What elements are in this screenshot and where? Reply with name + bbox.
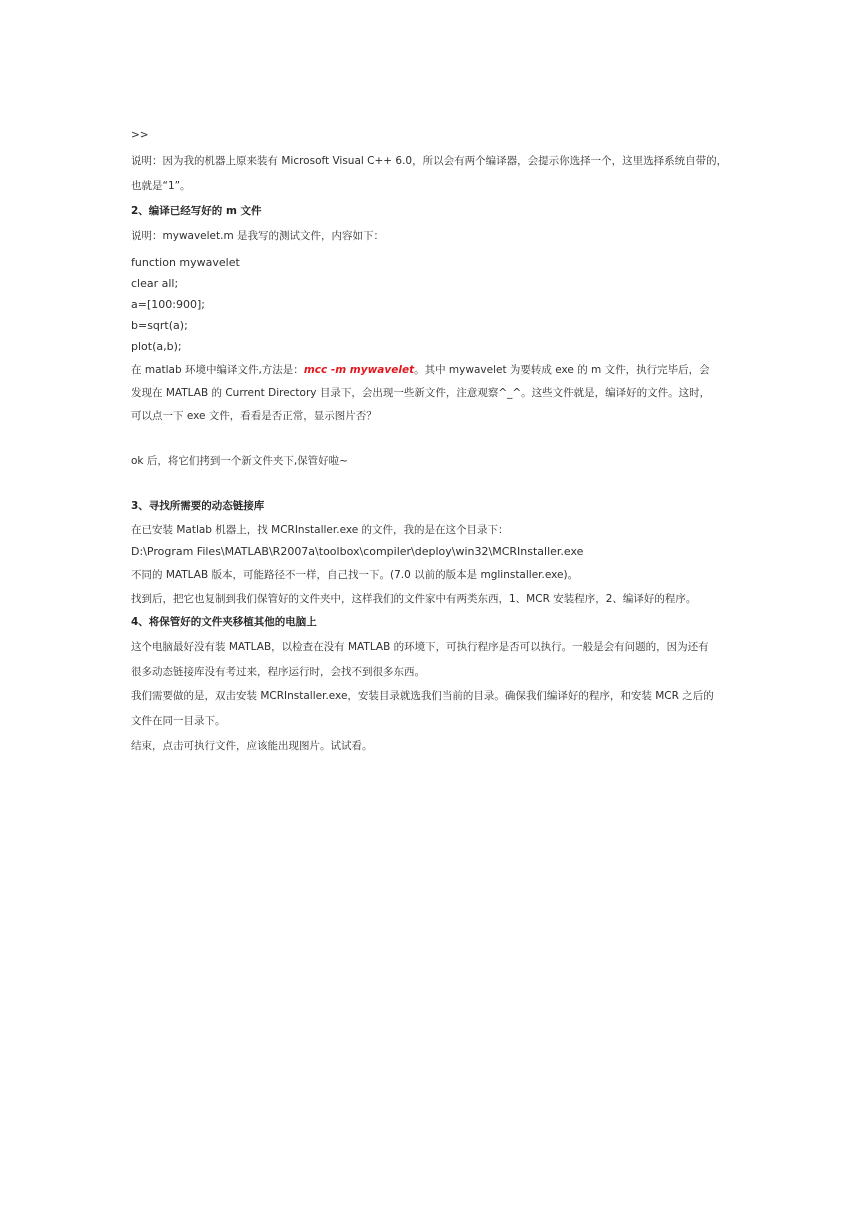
section4-p1-line1: 这个电脑最好没有装 MATLAB，以检查在没有 MATLAB 的环境下，可执行程序是否可以执行。一般是会有问题的，因为还有 — [131, 641, 709, 653]
para1-line2: 也就是“1”。 — [131, 180, 191, 192]
mcr-installer-path: D:\Program Files\MATLAB\R2007a\toolbox\compiler\deploy\win32\MCRInstaller.exe — [131, 545, 584, 558]
para1-line1: 说明：因为我的机器上原来装有 Microsoft Visual C++ 6.0，所以会有两个编译器，会提示你选择一个，这里选择系统自带的， — [131, 155, 728, 167]
code-line-4: b=sqrt(a); — [131, 319, 188, 332]
section4-heading: 4、将保管好的文件夹移植其他的电脑上 — [131, 616, 317, 628]
compile-line3: 可以点一下 exe 文件，看看是否正常，显示图片否？ — [131, 410, 377, 422]
compile-suffix: 。其中 mywavelet 为要转成 exe 的 m 文件，执行完毕后，会 — [414, 364, 710, 376]
section4-p2-line1: 我们需要做的是，双击安装 MCRInstaller.exe，安装目录就选我们当前的目录。确保我们编译好的程序，和安装 MCR 之后的 — [131, 690, 714, 702]
section2-heading: 2、编译已经写好的 m 文件 — [131, 205, 262, 217]
compile-line2: 发现在 MATLAB 的 Current Directory 目录下，会出现一些新文件，注意观察^_^。这些文件就是，编译好的文件。这时， — [131, 387, 711, 399]
code-line-5: plot(a,b); — [131, 340, 182, 353]
matlab-prompt: >> — [131, 129, 149, 141]
section3-heading: 3、寻找所需要的动态链接库 — [131, 500, 265, 512]
section4-p1-line2: 很多动态链接库没有考过来，程序运行时，会找不到很多东西。 — [131, 666, 425, 678]
compile-prefix: 在 matlab 环境中编译文件,方法是： — [131, 364, 304, 376]
section3-line4: 找到后，把它也复制到我们保管好的文件夹中，这样我们的文件家中有两类东西，1、MCR 安装程序，2、编译好的程序。 — [131, 593, 697, 605]
section2-desc: 说明：mywavelet.m 是我写的测试文件，内容如下： — [131, 230, 385, 242]
ok-note: ok 后，将它们拷到一个新文件夹下,保管好啦~ — [131, 455, 348, 467]
code-line-1: function mywavelet — [131, 256, 240, 269]
mcc-command: mcc -m mywavelet — [303, 364, 415, 376]
section4-p3: 结束，点击可执行文件，应该能出现图片。试试看。 — [131, 740, 373, 752]
section3-line3: 不同的 MATLAB 版本，可能路径不一样，自己找一下。(7.0 以前的版本是 mglinstaller.exe)。 — [131, 569, 579, 581]
section4-p2-line2: 文件在同一目录下。 — [131, 715, 226, 727]
compile-instruction — [131, 363, 751, 377]
section3-line1: 在已安装 Matlab 机器上，找 MCRInstaller.exe 的文件，我的是在这个目录下： — [131, 524, 509, 536]
code-line-3: a=[100:900]; — [131, 298, 205, 311]
code-line-2: clear all; — [131, 277, 179, 290]
document-content — [131, 128, 751, 753]
